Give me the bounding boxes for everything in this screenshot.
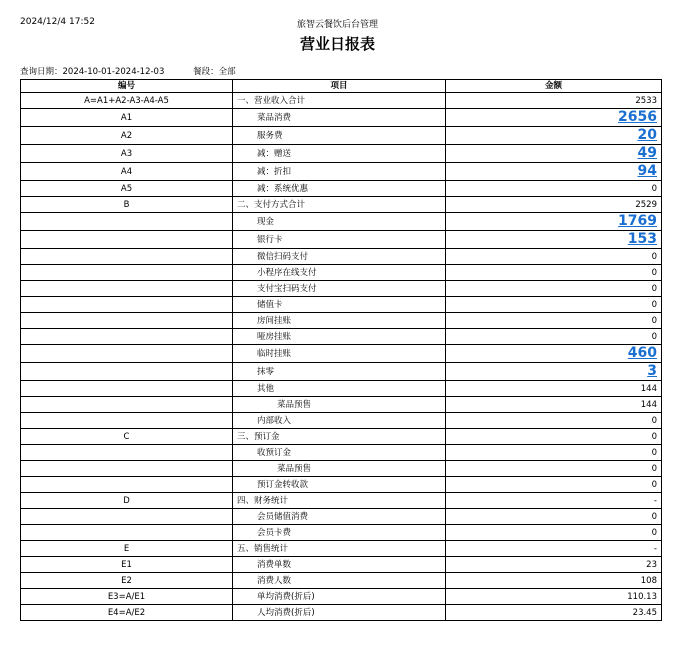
table-row	[21, 413, 662, 429]
row-amount	[446, 345, 662, 363]
amount-detail-link[interactable]: 153	[627, 231, 657, 247]
row-amount: 144	[446, 397, 662, 413]
row-code: E2	[21, 573, 233, 589]
query-date: 查询日期：2024-10-01-2024-12-03	[20, 67, 165, 77]
row-code	[21, 461, 233, 477]
row-code	[21, 381, 233, 397]
row-item: 消费单数	[233, 557, 446, 573]
row-item: 内部收入	[233, 413, 446, 429]
row-amount: 0	[446, 297, 662, 313]
row-item: 菜品预售	[233, 397, 446, 413]
report-title: 营业日报表	[299, 35, 375, 53]
table-row	[21, 557, 662, 573]
row-code: A4	[21, 163, 233, 181]
table-row	[21, 509, 662, 525]
row-code: A=A1+A2-A3-A4-A5	[21, 93, 233, 109]
table-row	[21, 249, 662, 265]
row-item: 人均消费(折后)	[233, 605, 446, 621]
column-header-code: 编号	[21, 80, 233, 93]
row-amount	[446, 231, 662, 249]
row-item: 会员储值消费	[233, 509, 446, 525]
row-code	[21, 213, 233, 231]
table-row	[21, 181, 662, 197]
table-row	[21, 197, 662, 213]
row-code: E1	[21, 557, 233, 573]
row-amount: 0	[446, 265, 662, 281]
row-item: 单均消费(折后)	[233, 589, 446, 605]
table-row	[21, 541, 662, 557]
table-row	[21, 381, 662, 397]
row-amount: 2533	[446, 93, 662, 109]
query-conditions	[20, 65, 262, 77]
row-code: A5	[21, 181, 233, 197]
system-name: 旅智云餐饮后台管理	[296, 20, 378, 30]
table-row	[21, 589, 662, 605]
row-code: A1	[21, 109, 233, 127]
table-row	[21, 93, 662, 109]
row-amount	[446, 363, 662, 381]
row-item: 消费人数	[233, 573, 446, 589]
table-row	[21, 163, 662, 181]
table-row	[21, 127, 662, 145]
row-amount: 110.13	[446, 589, 662, 605]
table-row	[21, 297, 662, 313]
row-item: 哑房挂账	[233, 329, 446, 345]
row-amount: 108	[446, 573, 662, 589]
row-item: 减：赠送	[233, 145, 446, 163]
row-item: 服务费	[233, 127, 446, 145]
amount-detail-link[interactable]: 2656	[618, 109, 657, 125]
row-item: 会员卡费	[233, 525, 446, 541]
table-row	[21, 231, 662, 249]
row-item: 支付宝扫码支付	[233, 281, 446, 297]
row-amount: 0	[446, 509, 662, 525]
row-code: A3	[21, 145, 233, 163]
table-row	[21, 461, 662, 477]
row-code	[21, 297, 233, 313]
row-code	[21, 345, 233, 363]
row-amount	[446, 127, 662, 145]
row-code	[21, 477, 233, 493]
row-item: 减：折扣	[233, 163, 446, 181]
row-amount: 0	[446, 249, 662, 265]
row-item: 微信扫码支付	[233, 249, 446, 265]
row-amount: 0	[446, 413, 662, 429]
row-code	[21, 397, 233, 413]
table-row	[21, 605, 662, 621]
row-code	[21, 265, 233, 281]
row-amount: 0	[446, 429, 662, 445]
row-code	[21, 363, 233, 381]
table-row	[21, 493, 662, 509]
row-amount	[446, 163, 662, 181]
row-code	[21, 413, 233, 429]
row-item: 二、支付方式合计	[233, 197, 446, 213]
table-row	[21, 445, 662, 461]
table-row	[21, 213, 662, 231]
row-item: 五、销售统计	[233, 541, 446, 557]
table-row	[21, 145, 662, 163]
row-code	[21, 509, 233, 525]
row-amount: -	[446, 493, 662, 509]
row-code: D	[21, 493, 233, 509]
row-code	[21, 249, 233, 265]
row-amount: 0	[446, 181, 662, 197]
table-header-row	[21, 80, 662, 93]
row-amount: 144	[446, 381, 662, 397]
row-amount: 0	[446, 525, 662, 541]
table-body	[21, 93, 662, 621]
row-item: 储值卡	[233, 297, 446, 313]
row-amount: 2529	[446, 197, 662, 213]
row-item: 菜品消费	[233, 109, 446, 127]
row-item: 抹零	[233, 363, 446, 381]
table-row	[21, 525, 662, 541]
row-amount: 23.45	[446, 605, 662, 621]
row-amount: 0	[446, 281, 662, 297]
row-amount: 0	[446, 461, 662, 477]
row-code	[21, 231, 233, 249]
row-amount: 23	[446, 557, 662, 573]
table-row	[21, 477, 662, 493]
row-item: 四、财务统计	[233, 493, 446, 509]
amount-detail-link[interactable]: 49	[637, 145, 657, 161]
row-code	[21, 313, 233, 329]
row-amount: -	[446, 541, 662, 557]
amount-detail-link[interactable]: 3	[647, 363, 657, 379]
row-code: E4=A/E2	[21, 605, 233, 621]
amount-detail-link[interactable]: 1769	[618, 213, 657, 229]
row-item: 现金	[233, 213, 446, 231]
daily-report-table	[20, 79, 662, 621]
row-code: A2	[21, 127, 233, 145]
table-row	[21, 109, 662, 127]
row-code: B	[21, 197, 233, 213]
row-item: 房间挂账	[233, 313, 446, 329]
meal-period: 餐段：全部	[193, 67, 236, 77]
table-row	[21, 313, 662, 329]
row-amount	[446, 145, 662, 163]
print-datetime: 2024/12/4 17:52	[20, 17, 95, 27]
table-row	[21, 429, 662, 445]
row-code	[21, 525, 233, 541]
row-item: 三、预订金	[233, 429, 446, 445]
row-amount: 0	[446, 329, 662, 345]
table-row	[21, 281, 662, 297]
table-row	[21, 397, 662, 413]
amount-detail-link[interactable]: 20	[637, 127, 657, 143]
column-header-amount: 金额	[446, 80, 662, 93]
row-item: 预订金转收款	[233, 477, 446, 493]
row-item: 菜品预售	[233, 461, 446, 477]
row-amount: 0	[446, 313, 662, 329]
table-row	[21, 329, 662, 345]
row-code: E3=A/E1	[21, 589, 233, 605]
row-amount: 0	[446, 445, 662, 461]
row-code: C	[21, 429, 233, 445]
row-item: 小程序在线支付	[233, 265, 446, 281]
row-item: 临时挂账	[233, 345, 446, 363]
row-item: 收预订金	[233, 445, 446, 461]
row-amount	[446, 109, 662, 127]
table-row	[21, 573, 662, 589]
row-item: 其他	[233, 381, 446, 397]
row-item: 银行卡	[233, 231, 446, 249]
row-code: E	[21, 541, 233, 557]
table-row	[21, 363, 662, 381]
row-code	[21, 329, 233, 345]
row-item: 一、营业收入合计	[233, 93, 446, 109]
row-code	[21, 281, 233, 297]
row-amount: 0	[446, 477, 662, 493]
table-row	[21, 345, 662, 363]
row-amount	[446, 213, 662, 231]
table-row	[21, 265, 662, 281]
amount-detail-link[interactable]: 460	[627, 345, 657, 361]
row-code	[21, 445, 233, 461]
amount-detail-link[interactable]: 94	[637, 163, 657, 179]
row-item: 减：系统优惠	[233, 181, 446, 197]
column-header-item: 项目	[233, 80, 446, 93]
